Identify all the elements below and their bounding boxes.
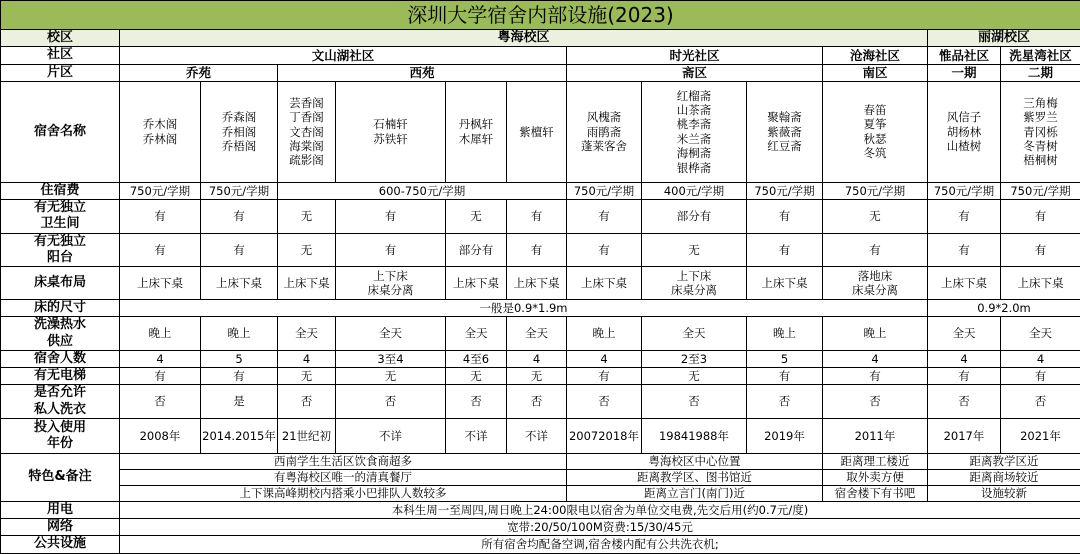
row-label-occupancy: 宿舍人数 — [1, 350, 120, 367]
occupancy-cell: 4至6 — [446, 350, 507, 367]
network-note: 宽带:20/50/100M资费:15/30/45元 — [120, 519, 1080, 536]
row-label-hot-water: 洗澡热水 供应 — [1, 317, 120, 351]
year-cell: 20072018年 — [567, 418, 642, 453]
row-label-bed-layout: 床桌布局 — [1, 267, 120, 300]
feature-note: 设施较新 — [928, 485, 1080, 501]
bed-layout-cell: 上床下桌 — [747, 267, 823, 300]
row-label-community: 社区 — [1, 47, 120, 64]
elevator-cell: 有 — [823, 368, 928, 385]
row-label-balcony: 有无独立 阳台 — [1, 233, 120, 267]
occupancy-cell: 3至4 — [336, 350, 446, 367]
area-zhaiqu: 斋区 — [567, 64, 823, 81]
bed-layout-cell: 上下床 床桌分离 — [642, 267, 747, 300]
elevator-cell: 有 — [120, 368, 201, 385]
row-label-network: 网络 — [1, 519, 120, 536]
feature-note: 距离教学区、图书馆近 — [567, 469, 823, 485]
year-cell: 2021年 — [1001, 418, 1080, 453]
feature-note: 有粤海校区唯一的清真餐厅 — [120, 469, 567, 485]
bed-layout-cell: 上床下桌 — [201, 267, 278, 300]
row-label-features: 特色&备注 — [1, 453, 120, 501]
balcony-cell: 有 — [120, 233, 201, 267]
fee-cell: 750元/学期 — [120, 182, 201, 199]
bed-layout-cell: 上床下桌 — [1001, 267, 1080, 300]
hot-water-cell: 全天 — [642, 317, 747, 351]
row-label-campus: 校区 — [1, 30, 120, 47]
elevator-cell: 无 — [507, 368, 567, 385]
balcony-cell: 无 — [642, 233, 747, 267]
dorm-name-cell: 春笛 夏筝 秋瑟 冬筑 — [823, 81, 928, 182]
area-phase-2: 二期 — [1001, 64, 1080, 81]
campus-lihu: 丽湖校区 — [928, 30, 1080, 47]
year-cell: 不详 — [446, 418, 507, 453]
bathroom-cell: 无 — [278, 200, 336, 234]
area-phase-1: 一期 — [928, 64, 1001, 81]
balcony-cell: 有 — [507, 233, 567, 267]
dorm-name-cell: 红榴斋 山茶斋 桃李斋 米兰斋 海桐斋 银桦斋 — [642, 81, 747, 182]
elevator-cell: 有 — [567, 368, 642, 385]
washer-cell: 否 — [567, 385, 642, 419]
feature-note: 距离立言门(南门)近 — [567, 485, 823, 501]
bathroom-cell: 有 — [120, 200, 201, 234]
washer-cell: 否 — [278, 385, 336, 419]
hot-water-cell: 全天 — [446, 317, 507, 351]
bed-layout-cell: 上下床 床桌分离 — [336, 267, 446, 300]
hot-water-cell: 晚上 — [201, 317, 278, 351]
hot-water-cell: 晚上 — [747, 317, 823, 351]
fee-cell: 750元/学期 — [928, 182, 1001, 199]
bathroom-cell: 有 — [507, 200, 567, 234]
balcony-cell: 有 — [823, 233, 928, 267]
hot-water-cell: 全天 — [507, 317, 567, 351]
year-cell: 2014.2015年 — [201, 418, 278, 453]
fee-cell: 750元/学期 — [201, 182, 278, 199]
row-label-elevator: 有无电梯 — [1, 368, 120, 385]
feature-note: 距离商场较近 — [928, 469, 1080, 485]
washer-cell: 否 — [446, 385, 507, 419]
electricity-note: 本科生周一至周四,周日晚上24:00限电以宿舍为单位交电费,先交后用(约0.7元/度) — [120, 501, 1080, 518]
elevator-cell: 有 — [1001, 368, 1080, 385]
dorm-name-cell: 丹枫轩 木犀轩 — [446, 81, 507, 182]
washer-cell: 否 — [1001, 385, 1080, 419]
area-nanqu: 南区 — [823, 64, 928, 81]
balcony-cell: 无 — [278, 233, 336, 267]
feature-note: 粤海校区中心位置 — [567, 453, 823, 469]
hot-water-cell: 全天 — [928, 317, 1001, 351]
elevator-cell: 无 — [336, 368, 446, 385]
year-cell: 不详 — [507, 418, 567, 453]
occupancy-cell: 4 — [278, 350, 336, 367]
dorm-name-cell: 石楠轩 苏铁轩 — [336, 81, 446, 182]
community-shiguang: 时光社区 — [567, 47, 823, 64]
washer-cell: 否 — [747, 385, 823, 419]
occupancy-cell: 4 — [507, 350, 567, 367]
bed-layout-cell: 落地床 床桌分离 — [823, 267, 928, 300]
occupancy-cell: 4 — [567, 350, 642, 367]
bathroom-cell: 无 — [823, 200, 928, 234]
feature-note: 距离教学区近 — [928, 453, 1080, 469]
elevator-cell: 有 — [201, 368, 278, 385]
balcony-cell: 有 — [201, 233, 278, 267]
bed-layout-cell: 上床下桌 — [446, 267, 507, 300]
year-cell: 2011年 — [823, 418, 928, 453]
bed-layout-cell: 上床下桌 — [120, 267, 201, 300]
row-label-bathroom: 有无独立 卫生间 — [1, 200, 120, 234]
community-wenshanhu: 文山湖社区 — [120, 47, 567, 64]
hot-water-cell: 全天 — [278, 317, 336, 351]
bathroom-cell: 有 — [201, 200, 278, 234]
bathroom-cell: 无 — [446, 200, 507, 234]
row-label-bed-size: 床的尺寸 — [1, 300, 120, 317]
bathroom-cell: 有 — [747, 200, 823, 234]
community-canghai: 沧海社区 — [823, 47, 928, 64]
dorm-name-cell: 风信子 胡杨林 山楂树 — [928, 81, 1001, 182]
bed-layout-cell: 上床下桌 — [567, 267, 642, 300]
dorm-name-cell: 聚翰斋 紫薇斋 红豆斋 — [747, 81, 823, 182]
fee-cell: 750元/学期 — [1001, 182, 1080, 199]
facilities-note: 所有宿舍均配备空调,宿舍楼内配有公共洗衣机; — [120, 536, 1080, 553]
year-cell: 21世纪初 — [278, 418, 336, 453]
hot-water-cell: 晚上 — [120, 317, 201, 351]
elevator-cell: 无 — [446, 368, 507, 385]
elevator-cell: 无 — [642, 368, 747, 385]
occupancy-cell: 2至3 — [642, 350, 747, 367]
dorm-name-cell: 风槐斋 雨鹃斋 蓬莱客舍 — [567, 81, 642, 182]
year-cell: 不详 — [336, 418, 446, 453]
community-xixingwan: 洗星湾社区 — [1001, 47, 1080, 64]
bed-layout-cell: 上床下桌 — [507, 267, 567, 300]
hot-water-cell: 全天 — [336, 317, 446, 351]
occupancy-cell: 4 — [1001, 350, 1080, 367]
balcony-cell: 有 — [1001, 233, 1080, 267]
feature-note: 西南学生生活区饮食商超多 — [120, 453, 567, 469]
washer-cell: 否 — [336, 385, 446, 419]
bed-layout-cell: 上床下桌 — [928, 267, 1001, 300]
feature-note: 距离理工楼近 — [823, 453, 928, 469]
row-label-electricity: 用电 — [1, 501, 120, 518]
feature-note: 取外卖方便 — [823, 469, 928, 485]
bathroom-cell: 有 — [336, 200, 446, 234]
area-xiyuan: 西苑 — [278, 64, 567, 81]
hot-water-cell: 全天 — [1001, 317, 1080, 351]
fee-cell: 750元/学期 — [567, 182, 642, 199]
balcony-cell: 部分有 — [446, 233, 507, 267]
elevator-cell: 无 — [278, 368, 336, 385]
occupancy-cell: 4 — [823, 350, 928, 367]
washer-cell: 是 — [201, 385, 278, 419]
dorm-name-cell: 紫檀轩 — [507, 81, 567, 182]
fee-cell: 750元/学期 — [823, 182, 928, 199]
row-label-dorm-name: 宿舍名称 — [1, 81, 120, 182]
fee-cell: 750元/学期 — [747, 182, 823, 199]
balcony-cell: 有 — [336, 233, 446, 267]
page-title: 深圳大学宿舍内部设施(2023) — [1, 1, 1080, 30]
community-weipin: 惟品社区 — [928, 47, 1001, 64]
balcony-cell: 有 — [747, 233, 823, 267]
area-qiaoyuan: 乔苑 — [120, 64, 278, 81]
balcony-cell: 有 — [928, 233, 1001, 267]
row-label-washer: 是否允许 私人洗衣 — [1, 385, 120, 419]
hot-water-cell: 晚上 — [567, 317, 642, 351]
washer-cell: 否 — [507, 385, 567, 419]
bed-layout-cell: 上床下桌 — [278, 267, 336, 300]
occupancy-cell: 5 — [201, 350, 278, 367]
occupancy-cell: 5 — [747, 350, 823, 367]
washer-cell: 否 — [642, 385, 747, 419]
feature-note: 宿舍楼下有书吧 — [823, 485, 928, 501]
occupancy-cell: 4 — [120, 350, 201, 367]
bathroom-cell: 有 — [1001, 200, 1080, 234]
hot-water-cell: 晚上 — [823, 317, 928, 351]
fee-cell: 600-750元/学期 — [278, 182, 567, 199]
row-label-fee: 住宿费 — [1, 182, 120, 199]
row-label-year: 投入使用 年份 — [1, 418, 120, 453]
campus-yuehai: 粤海校区 — [120, 30, 928, 47]
bed-size-lihu: 0.9*2.0m — [928, 300, 1080, 317]
dorm-name-cell: 乔木阁 乔林阁 — [120, 81, 201, 182]
washer-cell: 否 — [928, 385, 1001, 419]
elevator-cell: 有 — [928, 368, 1001, 385]
dorm-name-cell: 芸香阁 丁香阁 文杏阁 海棠阁 疏影阁 — [278, 81, 336, 182]
balcony-cell: 有 — [567, 233, 642, 267]
washer-cell: 否 — [823, 385, 928, 419]
bathroom-cell: 有 — [567, 200, 642, 234]
elevator-cell: 有 — [747, 368, 823, 385]
year-cell: 2017年 — [928, 418, 1001, 453]
dorm-name-cell: 乔森阁 乔相阁 乔梧阁 — [201, 81, 278, 182]
year-cell: 2008年 — [120, 418, 201, 453]
occupancy-cell: 4 — [928, 350, 1001, 367]
bed-size-yuehai: 一般是0.9*1.9m — [120, 300, 928, 317]
bathroom-cell: 有 — [928, 200, 1001, 234]
bathroom-cell: 部分有 — [642, 200, 747, 234]
row-label-area: 片区 — [1, 64, 120, 81]
feature-note: 上下课高峰期校内搭乘小巴排队人数较多 — [120, 485, 567, 501]
row-label-facilities: 公共设施 — [1, 536, 120, 553]
dorm-name-cell: 三角梅 紫罗兰 青冈栎 冬青树 梧桐树 — [1001, 81, 1080, 182]
year-cell: 2019年 — [747, 418, 823, 453]
fee-cell: 400元/学期 — [642, 182, 747, 199]
year-cell: 19841988年 — [642, 418, 747, 453]
washer-cell: 否 — [120, 385, 201, 419]
